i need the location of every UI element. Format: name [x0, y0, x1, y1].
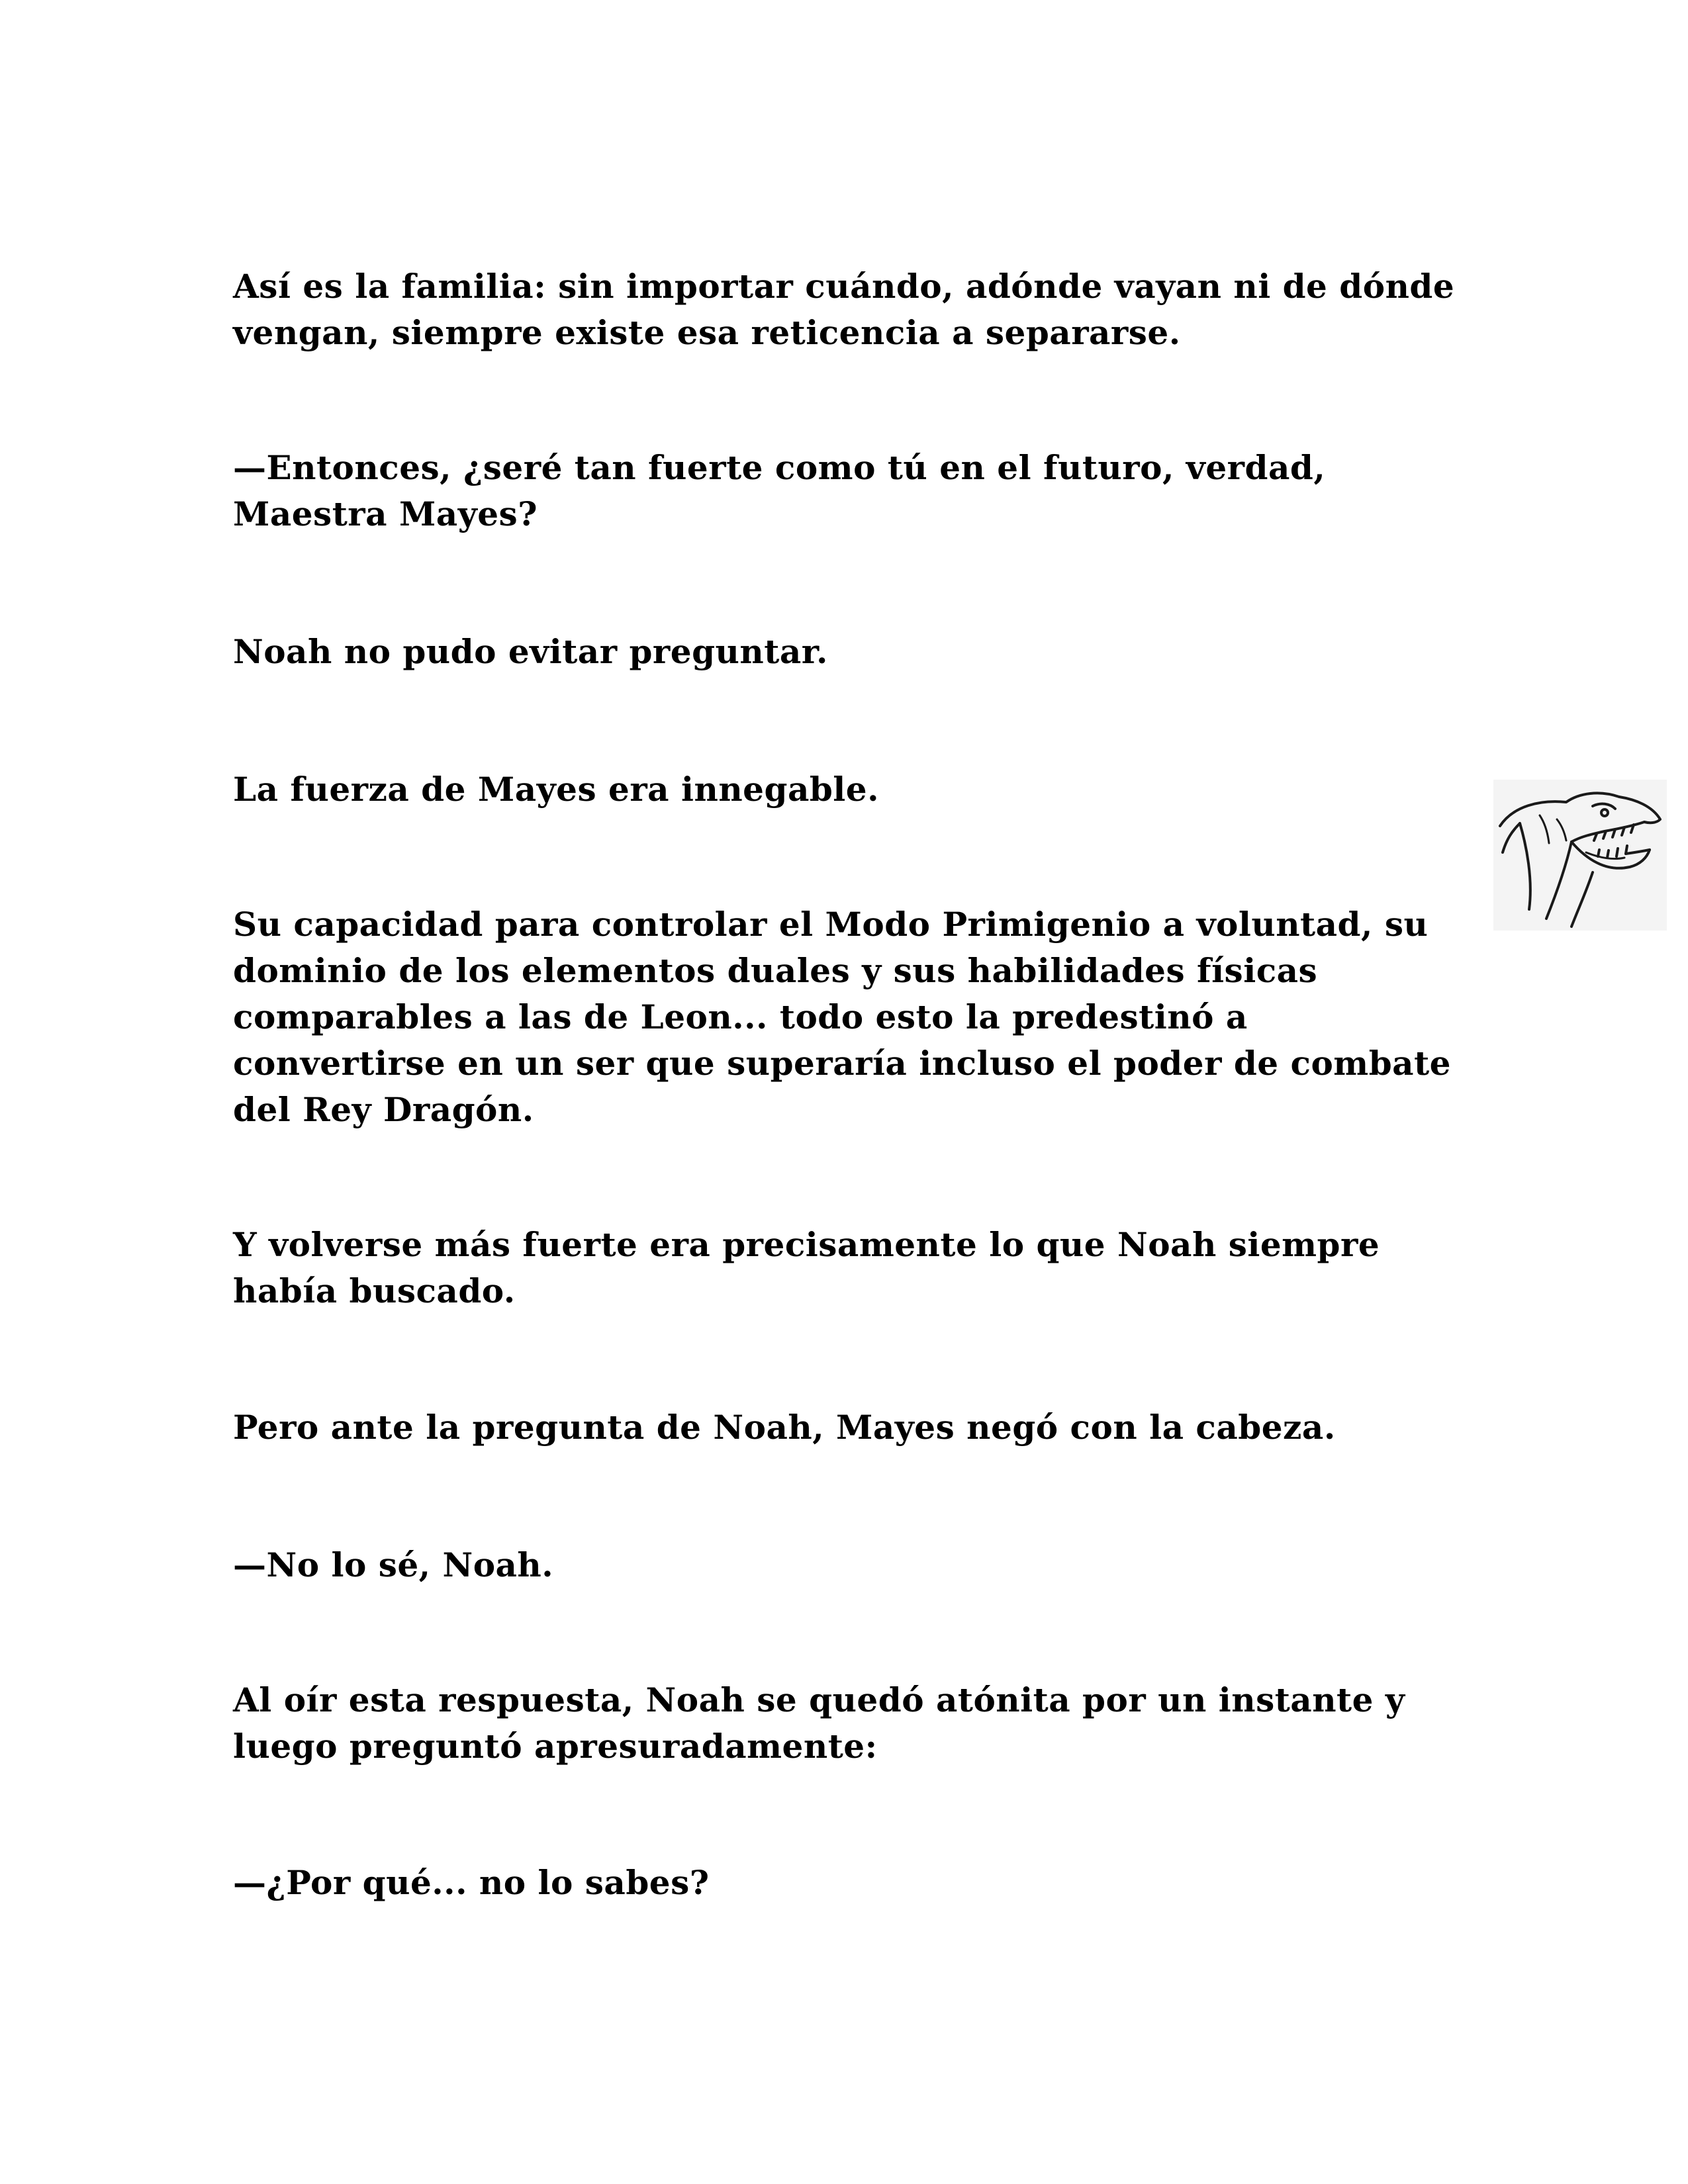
paragraph-5: Su capacidad para controlar el Modo Primigenio a voluntad, su dominio de los elementos duales y sus habilidades físicas comparables a las de Leon... todo esto la predestinó a convertirse en un ser que superaría incluso el poder de combate del Rey Dragón.: [233, 905, 1451, 1129]
paragraph-4: La fuerza de Mayes era innegable.: [233, 770, 880, 809]
paragraph-2: —Entonces, ¿seré tan fuerte como tú en el futuro, verdad, Maestra Mayes?: [233, 448, 1326, 533]
paragraph-8: —No lo sé, Noah.: [233, 1545, 554, 1584]
paragraph-9: Al oír esta respuesta, Noah se quedó atónita por un instante y luego preguntó apresuradamente:: [233, 1680, 1405, 1766]
paragraph-10: —¿Por qué... no lo sabes?: [233, 1863, 710, 1902]
paragraph-1: Así es la familia: sin importar cuándo, adónde vayan ni de dónde vengan, siempre existe esa reticencia a separarse.: [233, 267, 1455, 352]
paragraph-6: Y volverse más fuerte era precisamente lo que Noah siempre había buscado.: [233, 1225, 1380, 1310]
dinosaur-head-sketch-icon: [1493, 780, 1667, 931]
paragraph-7: Pero ante la pregunta de Noah, Mayes negó con la cabeza.: [233, 1408, 1336, 1447]
paragraph-3: Noah no pudo evitar preguntar.: [233, 632, 828, 671]
